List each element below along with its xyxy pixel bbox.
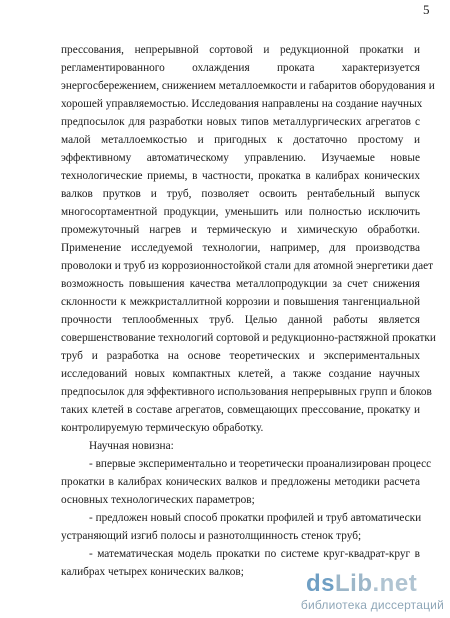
watermark-logo bbox=[306, 570, 417, 598]
text-line: возможность повышения качества металлопродукции за счет снижения bbox=[61, 278, 420, 290]
text-line: предпосылок для разработки новых типов металлургических агрегатов с bbox=[61, 116, 420, 128]
text-line: труб и разработка на основе теоретических и экспериментальных bbox=[61, 350, 420, 362]
text-line: контролируемую термическую обработку. bbox=[61, 422, 264, 434]
text-line: промежуточный нагрев и термическую и химическую обработки. bbox=[61, 224, 420, 236]
text-line: устраняющий изгиб полосы и разнотолщинность стенок труб; bbox=[61, 530, 362, 542]
watermark-logo-part: Lib bbox=[335, 570, 373, 597]
text-line: энергосбережением, снижением металлоемкости и габаритов оборудования и bbox=[61, 80, 435, 92]
text-line: прочности теплообменных труб. Целью данной работы является bbox=[61, 314, 420, 326]
text-line: - предложен новый способ прокатки профилей и труб автоматически bbox=[89, 512, 422, 524]
text-line: хорошей управляемостью. Исследования направлены на создание научных bbox=[61, 98, 423, 110]
text-line: Применение исследуемой технологии, например, для производства bbox=[61, 242, 420, 254]
text-line: валков прутков и труб, позволяет освоить рентабельный выпуск bbox=[61, 188, 420, 200]
watermark-caption: библиотека диссертаций bbox=[300, 598, 444, 612]
text-line: проволоки и труб из коррозионностойкой стали для атомной энергетики дает bbox=[61, 260, 434, 272]
text-line: калибрах четырех конических валков; bbox=[61, 566, 244, 578]
text-line: технологические приемы, в частности, прокатка в калибрах конических bbox=[61, 170, 420, 182]
page-number: 5 bbox=[423, 2, 430, 17]
text-line: склонности к межкристаллитной коррозии и повышения тангенциальной bbox=[61, 296, 420, 308]
text-line: таких клетей в составе агрегатов, совмещающих прессование, прокатку и bbox=[61, 404, 420, 416]
text-line: основных технологических параметров; bbox=[61, 494, 255, 506]
text-line: - впервые экспериментально и теоретически проанализирован процесс bbox=[89, 458, 432, 470]
text-line: малой металлоемкостью и пригодных к достаточно простому и bbox=[61, 134, 420, 146]
text-line: многосортаментной продукции, уменьшить или полностью исключить bbox=[61, 206, 420, 218]
watermark bbox=[264, 570, 444, 616]
text-line: исследований новых компактных клетей, а также создание научных bbox=[61, 368, 420, 380]
text-line: регламентированного охлаждения проката характеризуется bbox=[61, 62, 420, 74]
text-line: совершенствование технологий сортовой и редукционно-растяжной прокатки bbox=[61, 332, 436, 344]
watermark-logo-part: .net bbox=[372, 570, 418, 597]
watermark-logo-part: ds bbox=[306, 570, 336, 597]
text-line: прессования, непрерывной сортовой и редукционной прокатки и bbox=[61, 44, 420, 56]
text-line: - математическая модель прокатки по системе круг-квадрат-круг в bbox=[89, 548, 420, 560]
text-line: эффективному автоматическому управлению. Изучаемые новые bbox=[61, 152, 420, 164]
text-line: прокатки в калибрах конических валков и предложены методики расчета bbox=[61, 476, 420, 488]
text-line: предпосылок для эффективного использования непрерывных групп и блоков bbox=[61, 386, 432, 398]
section-heading: Научная новизна: bbox=[89, 440, 174, 452]
